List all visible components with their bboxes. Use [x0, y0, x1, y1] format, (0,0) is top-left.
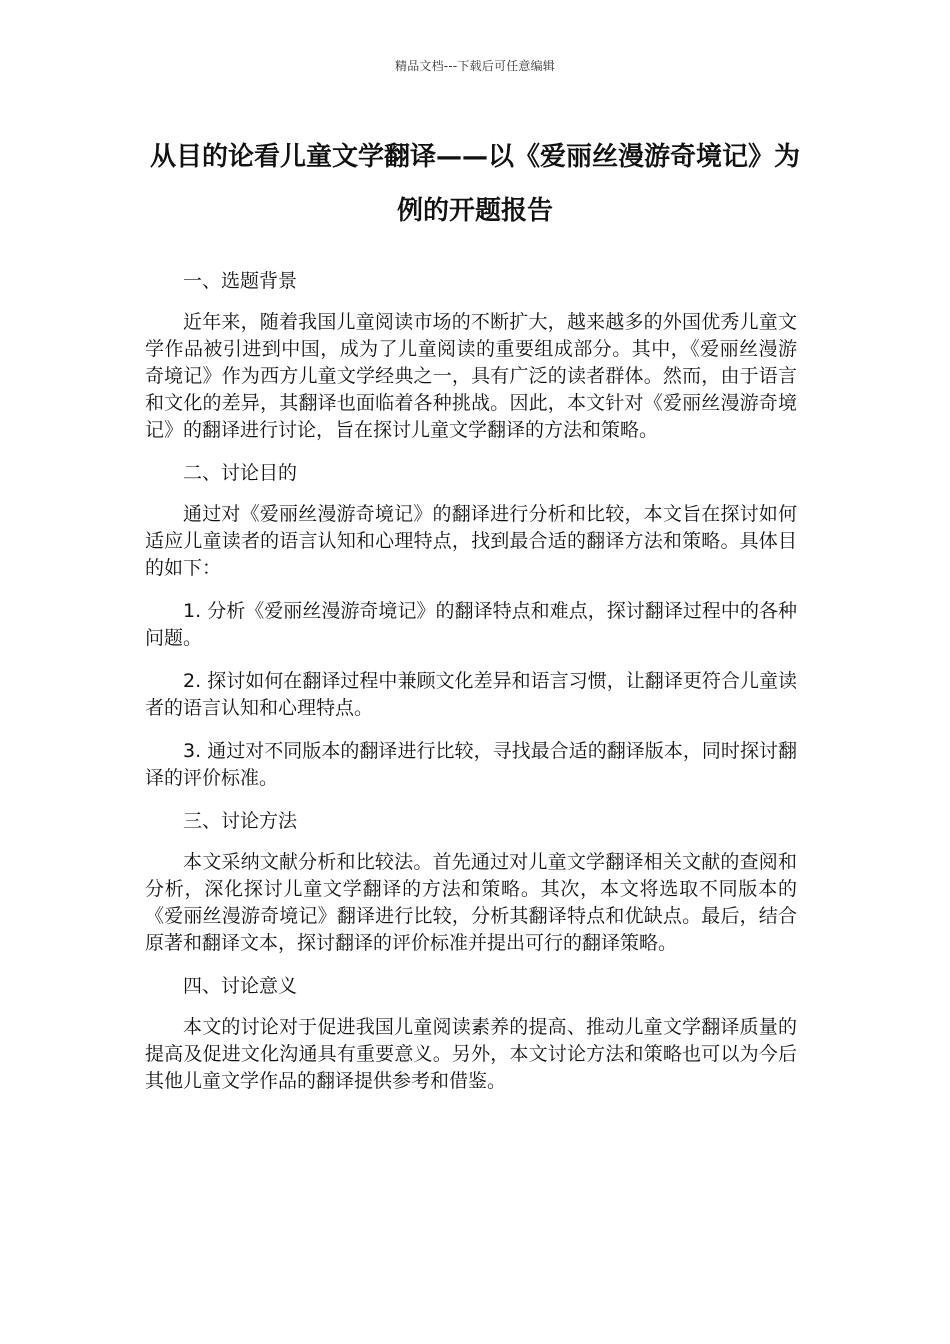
paragraph-purpose-intro: 通过对《爱丽丝漫游奇境记》的翻译进行分析和比较，本文旨在探讨如何适应儿童读者的语言认知和心理特点，找到最合适的翻译方法和策略。具体目的如下： [145, 503, 797, 579]
section-heading-purpose: 二、讨论目的 [183, 462, 298, 484]
section-heading-significance: 四、讨论意义 [183, 975, 298, 997]
list-item-purpose-3: 3. 通过对不同版本的翻译进行比较，寻找最合适的翻译版本，同时探讨翻译的评价标准。 [145, 740, 797, 789]
paragraph-significance: 本文的讨论对于促进我国儿童阅读素养的提高、推动儿童文学翻译质量的提高及促进文化沟通具有重要意义。另外，本文讨论方法和策略也可以为今后其他儿童文学作品的翻译提供参考和借鉴。 [145, 1016, 797, 1092]
section-heading-background: 一、选题背景 [183, 270, 298, 292]
list-item-purpose-1: 1. 分析《爱丽丝漫游奇境记》的翻译特点和难点，探讨翻译过程中的各种问题。 [145, 600, 797, 649]
document-body [145, 268, 797, 1111]
header-note: 精品文档---下载后可任意编辑 [395, 59, 555, 73]
section-heading-method: 三、讨论方法 [183, 810, 298, 832]
document-title: 从目的论看儿童文学翻译——以《爱丽丝漫游奇境记》为例的开题报告 [150, 142, 801, 226]
list-item-purpose-2: 2. 探讨如何在翻译过程中兼顾文化差异和语言习惯，让翻译更符合儿童读者的语言认知和心理特点。 [145, 670, 797, 719]
paragraph-method: 本文采纳文献分析和比较法。首先通过对儿童文学翻译相关文献的查阅和分析，深化探讨儿童文学翻译的方法和策略。其次，本文将选取不同版本的《爱丽丝漫游奇境记》翻译进行比较，分析其翻译特点和优缺点。最后，结合原著和翻译文本，探讨翻译的评价标准并提出可行的翻译策略。 [145, 851, 797, 954]
paragraph-background: 近年来，随着我国儿童阅读市场的不断扩大，越来越多的外国优秀儿童文学作品被引进到中国，成为了儿童阅读的重要组成部分。其中，《爱丽丝漫游奇境记》作为西方儿童文学经典之一，具有广泛的读者群体。然而，由于语言和文化的差异，其翻译也面临着各种挑战。因此，本文针对《爱丽丝漫游奇境记》的翻译进行讨论，旨在探讨儿童文学翻译的方法和策略。 [145, 311, 797, 441]
